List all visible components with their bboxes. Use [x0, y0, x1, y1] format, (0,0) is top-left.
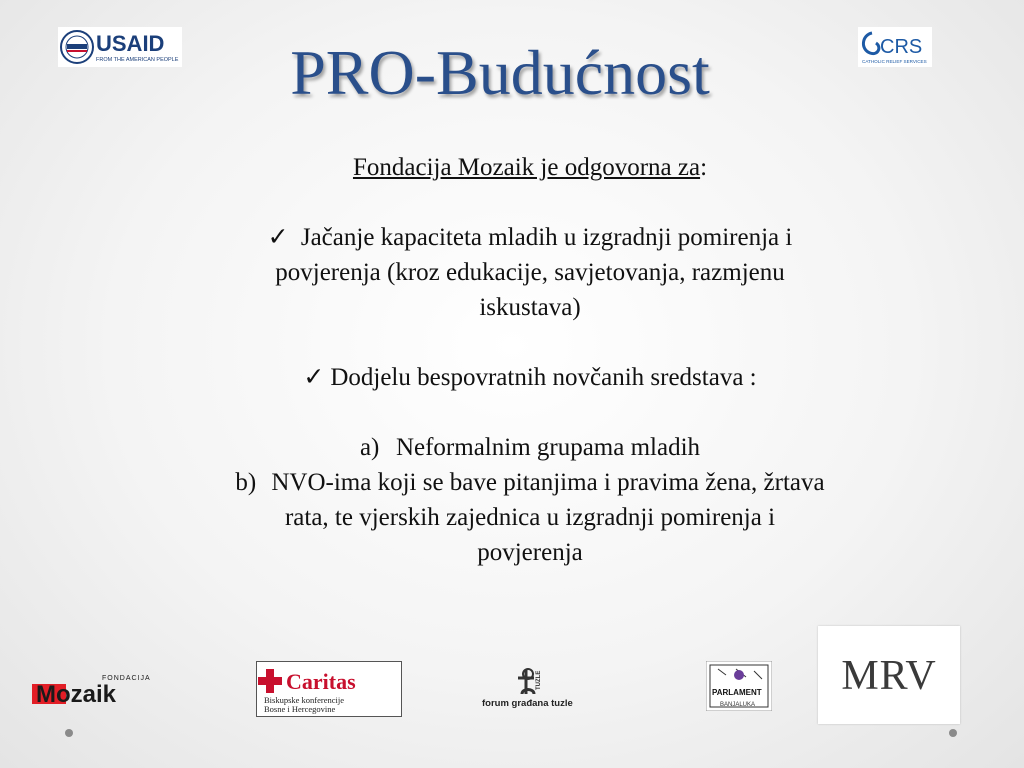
sub-list-item	[110, 430, 950, 465]
caritas-wordmark: Caritas	[286, 669, 356, 694]
mozaik-top-text: FONDACIJA	[102, 675, 151, 682]
slide-content	[110, 150, 950, 570]
decorative-dot	[949, 729, 957, 737]
list-item-line: povjerenja (kroz edukacije, savjetovanja, razmjenu	[275, 259, 785, 286]
sub-list-marker: a)	[359, 434, 380, 461]
sub-list-line: NVO-ima koji se bave pitanjima i pravima žena, žrtava	[271, 469, 825, 496]
caritas-line1: Biskupske konferencije	[264, 695, 345, 705]
list-item-line: Dodjelu bespovratnih novčanih sredstava :	[330, 364, 757, 391]
caritas-line2: Bosne i Hercegovine	[264, 704, 336, 714]
parlament-wordmark: PARLAMENT	[712, 688, 762, 697]
mozaik-logo	[32, 672, 192, 706]
checkmark-icon: ✓	[303, 364, 325, 391]
heading-underlined-text: Fondacija Mozaik je odgovorna za	[352, 154, 701, 181]
list-item-line: Jačanje kapaciteta mladih u izgradnji pomirenja i	[300, 224, 793, 251]
parlament-sub: BANJALUKA	[720, 702, 756, 708]
mrv-wordmark: MRV	[841, 653, 937, 699]
mrv-logo	[818, 626, 960, 724]
crs-wordmark: CRS	[880, 36, 923, 58]
usaid-wordmark: USAID	[96, 31, 165, 56]
sub-list-line: Neformalnim grupama mladih	[395, 434, 701, 461]
slide-title: PRO-Budućnost	[290, 37, 710, 108]
list-item	[110, 220, 950, 325]
sub-list-marker: b)	[235, 469, 257, 496]
crs-tagline: CATHOLIC RELIEF SERVICES	[862, 59, 927, 64]
sub-list-item	[110, 465, 950, 570]
decorative-dot	[65, 729, 73, 737]
sub-list-line: rata, te vjerskih zajednica u izgradnji pomirenja i	[284, 504, 776, 531]
usaid-tagline: FROM THE AMERICAN PEOPLE	[96, 57, 179, 63]
content-heading	[110, 150, 950, 185]
list-item	[110, 360, 950, 395]
checkmark-icon: ✓	[267, 224, 289, 251]
list-item-line: iskustava)	[479, 294, 581, 321]
forum-logo	[478, 664, 606, 710]
forum-vertical-text: TUZLE	[536, 670, 542, 690]
heading-suffix: :	[700, 154, 708, 181]
caritas-logo	[256, 661, 402, 717]
mozaik-wordmark: Mozaik	[36, 681, 117, 706]
crs-logo	[858, 27, 932, 67]
forum-wordmark: forum građana tuzle	[482, 698, 573, 709]
parlament-logo	[706, 661, 772, 711]
usaid-logo	[58, 27, 182, 67]
sub-list-line: povjerenja	[477, 539, 583, 566]
